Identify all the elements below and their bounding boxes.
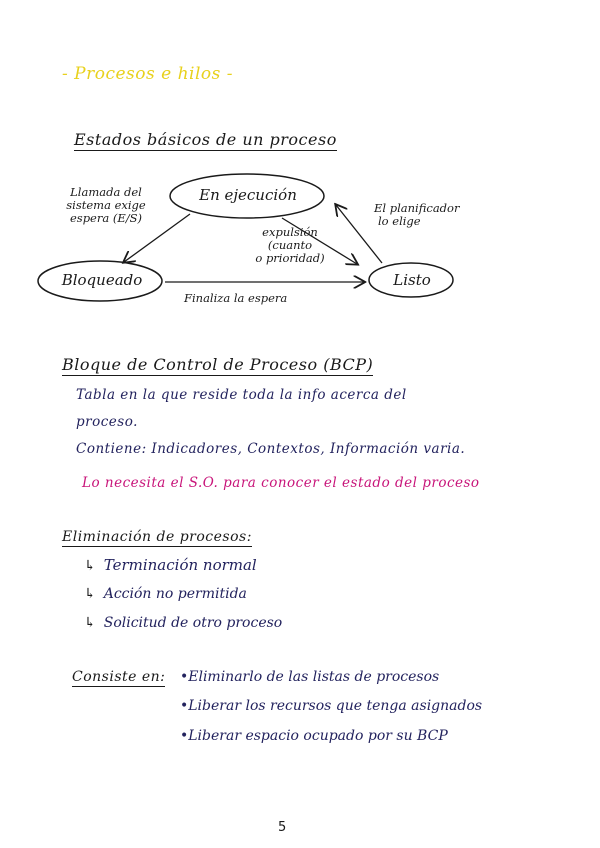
elimination-item [84,615,282,631]
bcp-contents-line: Contiene: Indicadores, Contextos, Información varia. [76,441,466,457]
edge-label-line: sistema exige [66,198,146,212]
bcp-description-line: Tabla en la que reside toda la info acerca del [76,387,407,403]
edge-label-line: lo elige [378,214,421,228]
bcp-description-line: proceso. [76,414,138,430]
elimination-heading-text: Eliminación de procesos: [62,529,252,545]
running-node-label: En ejecución [199,186,297,204]
consiste-bullet: •Liberar los recursos que tenga asignados [180,698,483,714]
consiste-label-text: Consiste en: [72,669,166,685]
return-arrow-icon: ↳ [84,615,96,631]
elimination-item-label: Terminación normal [103,556,257,574]
elimination-item [84,556,257,574]
edge-label-line: Llamada del [70,185,142,199]
consiste-label [72,669,165,685]
elimination-heading [62,529,252,545]
return-arrow-icon: ↳ [84,558,96,574]
blocked-to-ready-label: Finaliza la espera [184,291,288,305]
edge-label-line: o prioridad) [255,251,325,265]
edge-label-line: expulsión [262,225,318,239]
running-to-ready-label [230,226,350,265]
ready-to-running-label [374,202,504,228]
bcp-purpose-line: Lo necesita el S.O. para conocer el estado del proceso [82,475,480,491]
edge-label-line: espera (E/S) [69,211,142,225]
page-number: 5 [278,820,287,835]
elimination-item-label: Solicitud de otro proceso [103,615,283,631]
bcp-heading-text: Bloque de Control de Proceso (BCP) [62,355,374,374]
consiste-bullet: •Liberar espacio ocupado por su BCP [180,728,448,744]
page-title: - Procesos e hilos - [62,64,234,84]
edge-label-line: (cuanto [267,238,313,252]
blocked-node-label: Bloqueado [61,271,143,289]
elimination-item-label: Acción no permitida [103,586,247,602]
consiste-bullet: •Eliminarlo de las listas de procesos [180,669,440,685]
bcp-heading [62,355,373,374]
ready-node-label: Listo [393,271,431,289]
elimination-item [84,586,247,602]
return-arrow-icon: ↳ [84,586,96,602]
running-to-blocked-label [46,186,166,225]
edge-label-line: El planificador [374,201,460,215]
diagram-heading-text: Estados básicos de un proceso [74,130,337,149]
